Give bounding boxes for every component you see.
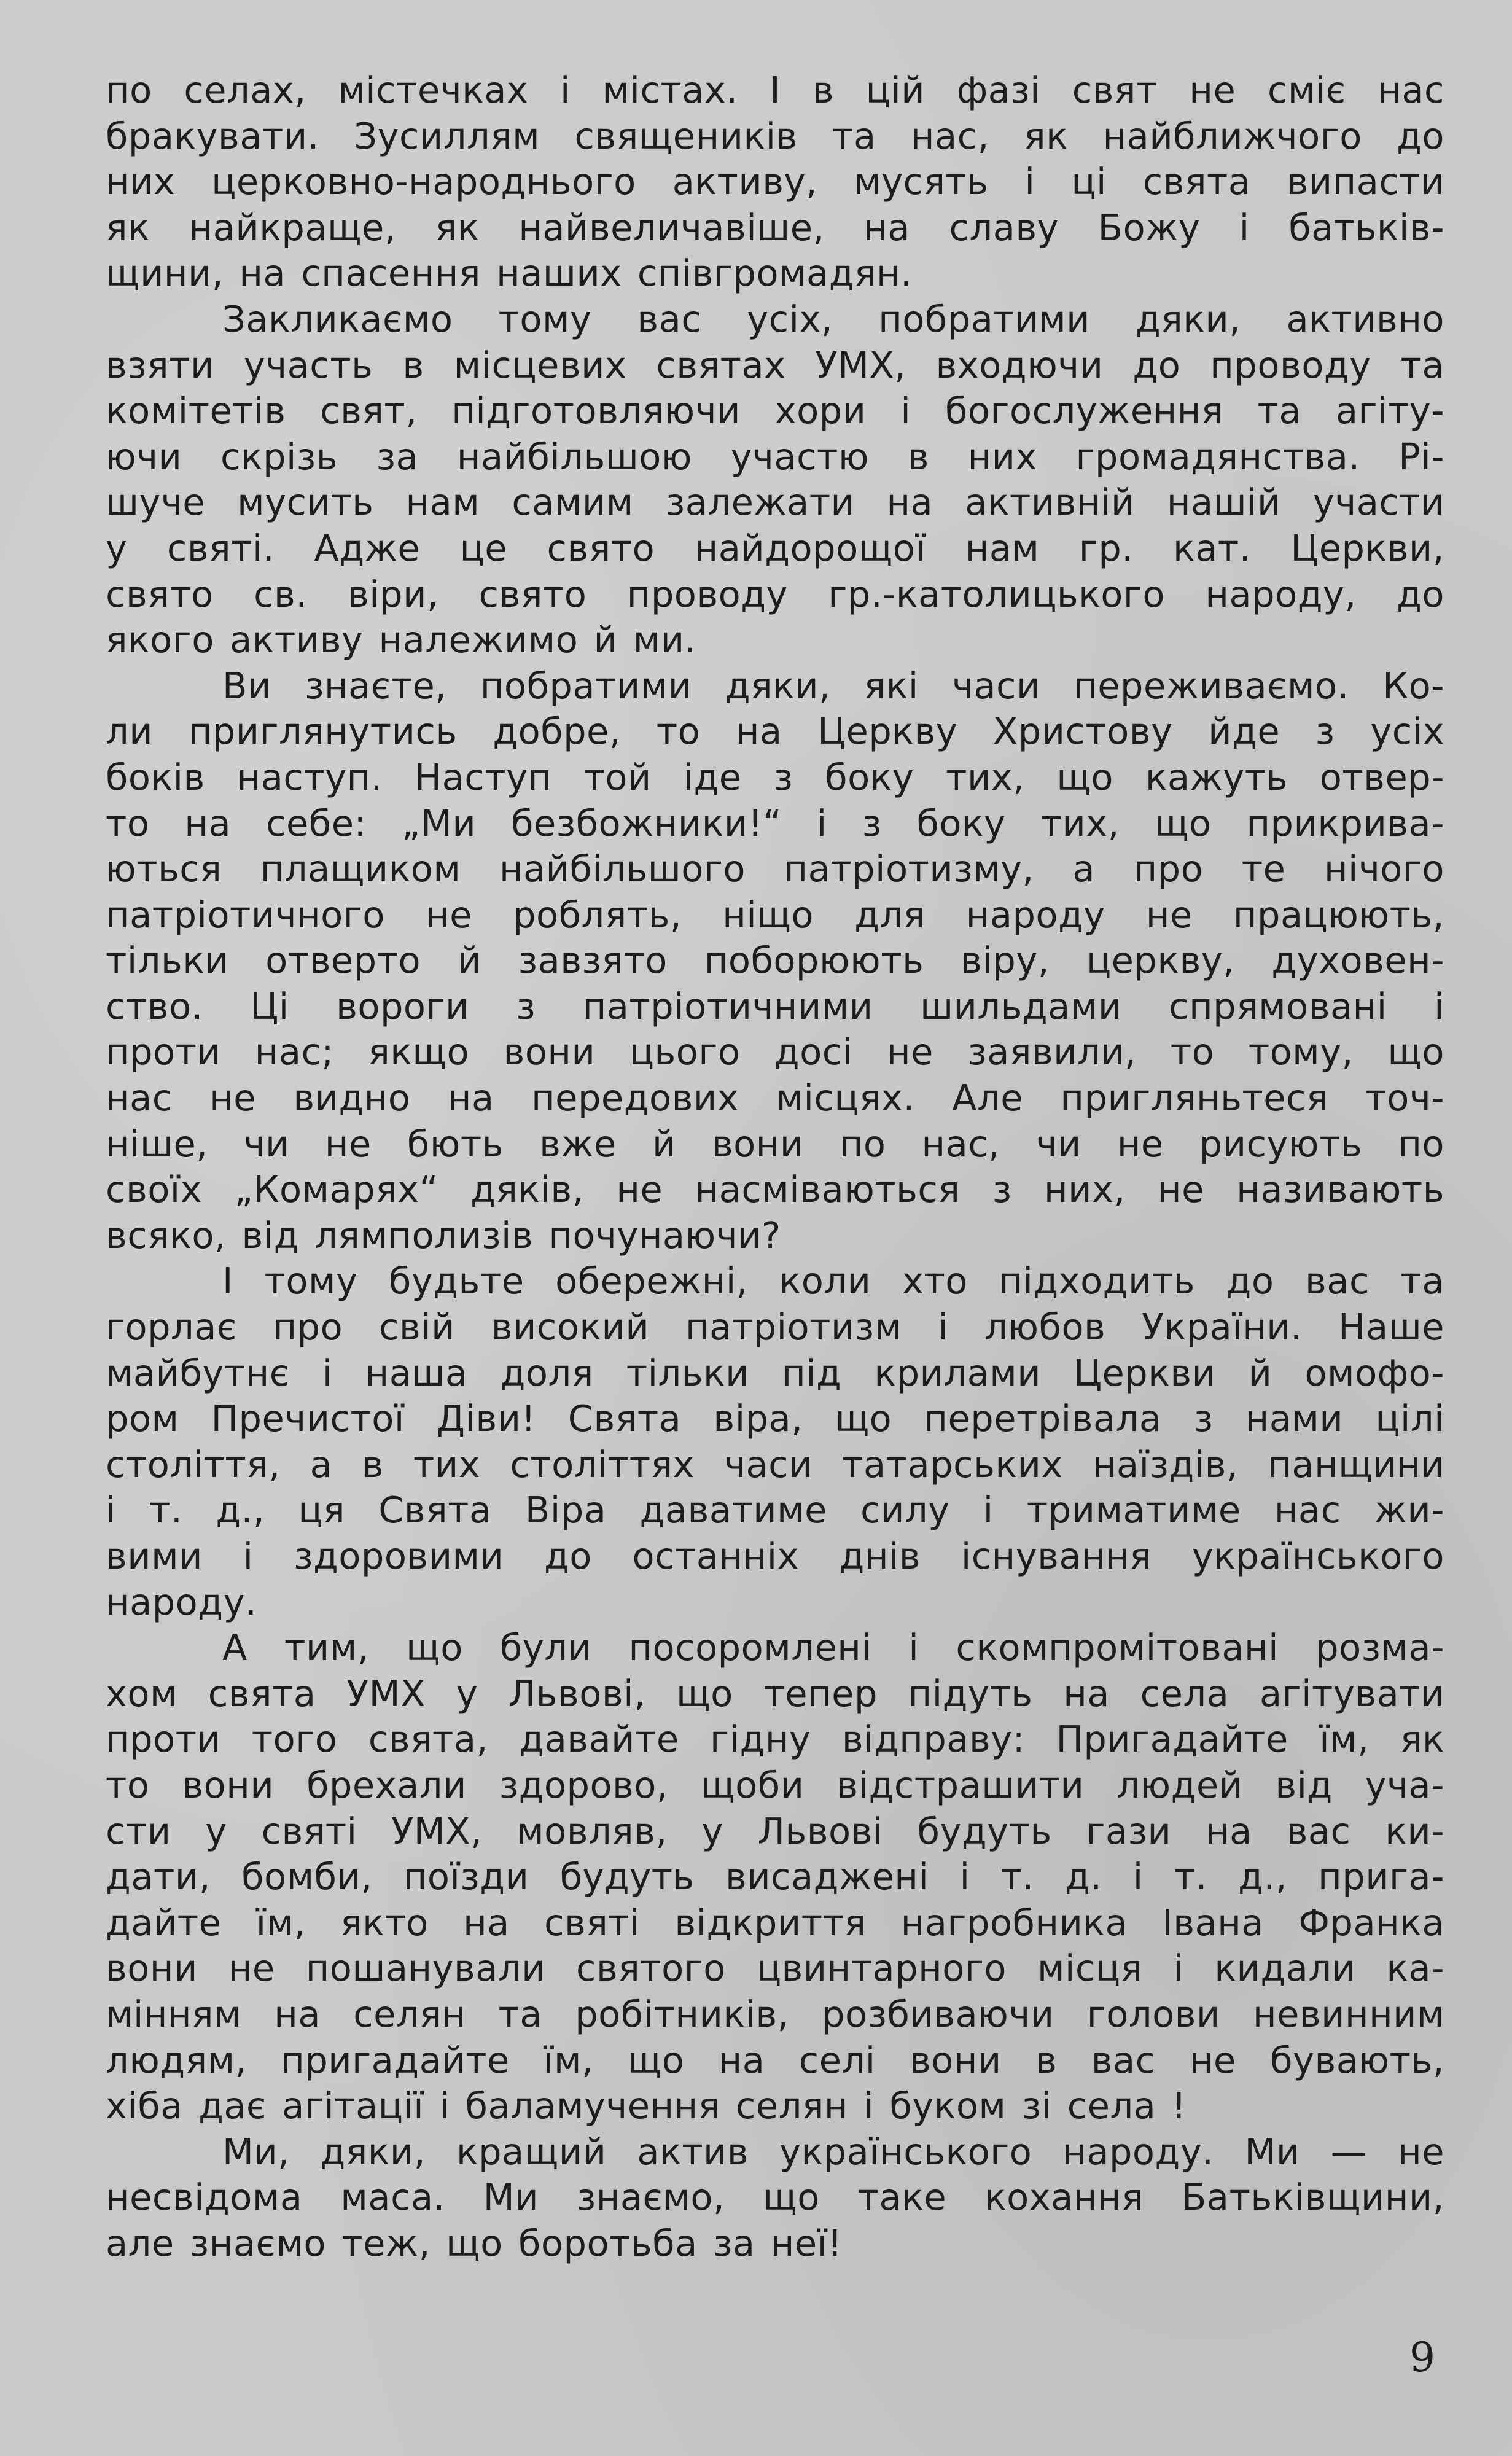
text-line: тільки отверто й завзято поборюють віру, церкву, духовен- bbox=[106, 939, 1444, 982]
paragraph bbox=[106, 68, 1444, 297]
paragraph bbox=[106, 297, 1444, 663]
text-line: свято св. віри, свято проводу гр.-католицького народу, до bbox=[106, 572, 1444, 615]
text-line: але знаємо теж, що боротьба за неї! bbox=[106, 2221, 843, 2264]
text-line: хіба дає агітації і баламучення селян і буком зі села ! bbox=[106, 2084, 1187, 2127]
text-line: і т. д., ця Свята Віра даватиме силу і триматиме нас жи- bbox=[106, 1489, 1444, 1532]
text-line: проти нас; якщо вони цього досі не заявили, то тому, що bbox=[106, 1031, 1444, 1074]
text-line: несвідома маса. Ми знаємо, що таке кохання Батьківщини, bbox=[106, 2176, 1444, 2219]
text-line: Закликаємо тому вас усіх, побратими дяки, активно bbox=[222, 297, 1444, 340]
text-line: І тому будьте обережні, коли хто підходить до вас та bbox=[222, 1260, 1444, 1303]
text-line: народу. bbox=[106, 1580, 257, 1623]
text-line: то вони брехали здорово, щоби відстрашити людей від уча- bbox=[106, 1763, 1444, 1806]
text-line: ство. Ці вороги з патріотичними шильдами спрямовані і bbox=[106, 984, 1444, 1027]
text-line: щини, на спасення наших співгромадян. bbox=[106, 252, 913, 295]
text-line: якого активу належимо й ми. bbox=[106, 618, 696, 661]
text-line: комітетів свят, підготовляючи хори і богослуження та агіту- bbox=[106, 389, 1444, 432]
text-line: хом свята УМХ у Львові, що тепер підуть на села агітувати bbox=[106, 1672, 1444, 1715]
text-line: проти того свята, давайте гідну відправу: Пригадайте їм, як bbox=[106, 1718, 1444, 1761]
text-line: дати, бомби, поїзди будуть висаджені і т. д. і т. д., прига- bbox=[106, 1855, 1444, 1898]
text-line: Ми, дяки, кращий актив українського народу. Ми — не bbox=[222, 2130, 1444, 2173]
paragraph bbox=[106, 2129, 1444, 2267]
body-text bbox=[106, 68, 1444, 2267]
text-line: людям, пригадайте їм, що на селі вони в вас не бувають, bbox=[106, 2038, 1444, 2081]
text-line: ром Пречистої Діви! Свята віра, що перетрівала з нами цілі bbox=[106, 1397, 1444, 1440]
text-line: всяко, від лямполизів почунаючи? bbox=[106, 1214, 781, 1257]
paragraph bbox=[106, 1625, 1444, 2129]
text-line: ючи скрізь за найбільшою участю в них громадянства. Рі- bbox=[106, 435, 1444, 478]
text-line: А тим, що були посоромлені і скомпромітовані розма- bbox=[222, 1626, 1444, 1669]
text-line: патріотичного не роблять, ніщо для народу не працюють, bbox=[106, 893, 1444, 936]
text-line: нас не видно на передових місцях. Але пригляньтеся точ- bbox=[106, 1077, 1444, 1120]
text-line: ли приглянутись добре, то на Церкву Христову йде з усіх bbox=[106, 710, 1444, 753]
text-line: вони не пошанували святого цвинтарного місця і кидали ка- bbox=[106, 1947, 1444, 1990]
text-line: то на себе: „Ми безбожники!“ і з боку тих, що прикрива- bbox=[106, 801, 1444, 844]
text-line: у святі. Адже це свято найдорощої нам гр. кат. Церкви, bbox=[106, 526, 1444, 569]
text-line: горлає про свій високий патріотизм і любов України. Наше bbox=[106, 1306, 1444, 1349]
text-line: дайте їм, якто на святі відкриття нагробника Івана Франка bbox=[106, 1901, 1444, 1944]
text-line: століття, а в тих століттях часи татарських наїздів, панщини bbox=[106, 1443, 1444, 1486]
text-line: боків наступ. Наступ той іде з боку тих, що кажуть отвер- bbox=[106, 755, 1444, 798]
text-line: шуче мусить нам самим залежати на активній нашій участи bbox=[106, 481, 1444, 524]
text-line: своїх „Комарях“ дяків, не насміваються з них, не називають bbox=[106, 1168, 1444, 1211]
text-line: по селах, містечках і містах. І в цій фазі свят не сміє нас bbox=[106, 69, 1444, 111]
text-line: ніше, чи не бють вже й вони по нас, чи не рисують по bbox=[106, 1122, 1444, 1165]
paragraph bbox=[106, 663, 1444, 1259]
text-line: сти у святі УМХ, мовляв, у Львові будуть гази на вас ки- bbox=[106, 1809, 1444, 1852]
text-line: взяти участь в місцевих святах УМХ, входючи до проводу та bbox=[106, 343, 1444, 386]
text-line: як найкраще, як найвеличавіше, на славу Божу і батьків- bbox=[106, 206, 1444, 249]
page-number: 9 bbox=[1409, 2334, 1435, 2381]
text-line: них церковно-народнього активу, мусять і ці свята випасти bbox=[106, 160, 1444, 203]
text-line: Ви знаєте, побратими дяки, які часи переживаємо. Ко- bbox=[222, 664, 1444, 707]
text-line: мінням на селян та робітників, розбиваючи голови невинним bbox=[106, 1992, 1444, 2035]
paragraph bbox=[106, 1258, 1444, 1625]
text-line: бракувати. Зусиллям священиків та нас, як найближчого до bbox=[106, 114, 1444, 157]
text-line: ються плащиком найбільшого патріотизму, а про те нічого bbox=[106, 848, 1444, 891]
text-line: вими і здоровими до останніх днів існування українського bbox=[106, 1535, 1444, 1577]
text-line: майбутнє і наша доля тільки під крилами Церкви й омофо- bbox=[106, 1351, 1444, 1394]
